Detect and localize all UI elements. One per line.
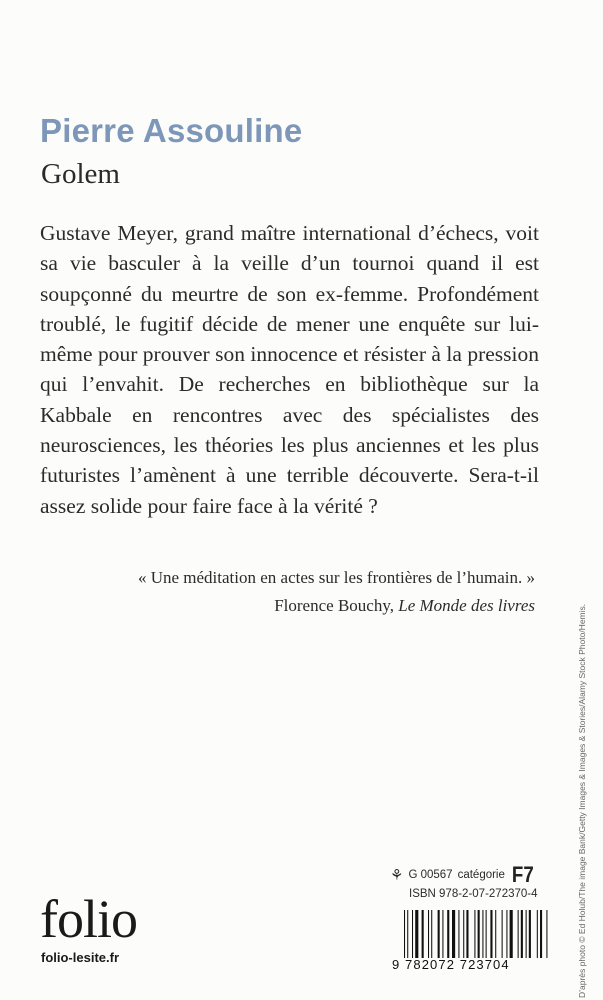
blurb xyxy=(40,218,539,521)
folio-logo: folio xyxy=(40,889,137,949)
press-quote xyxy=(138,564,535,620)
barcode-bar xyxy=(482,910,483,958)
barcode-bar xyxy=(428,910,429,958)
barcode-bar xyxy=(521,910,523,958)
barcode-bar xyxy=(422,910,424,958)
barcode-bar xyxy=(407,910,408,958)
barcode-bar xyxy=(438,910,440,958)
website-link[interactable]: folio-lesite.fr xyxy=(41,950,120,965)
barcode-bar xyxy=(452,910,455,958)
barcode-bar xyxy=(478,910,480,958)
barcode-bar xyxy=(474,910,475,958)
barcode-bar xyxy=(537,910,538,958)
barcode-bar xyxy=(447,910,449,958)
barcode-bar xyxy=(529,910,531,958)
product-codes xyxy=(390,862,538,900)
author-name: Pierre Assouline xyxy=(40,112,303,149)
barcode-bar xyxy=(466,910,468,958)
barcode-bar xyxy=(518,910,519,958)
blurb-text: Gustave Meyer, grand maître international d’échecs, voit sa vie basculer à la veille d’un tournoi quand il est soupçonné du meurtre de son ex-femme. Profondément troublé, le fugitif décide de mener une enquête sur lui-même pour prouver son innocence et résister à la pression qui l’envahit. De recherches en bibliothèque sur la Kabbale en rencontres avec des spécialistes des neurosciences, les théories les plus anciennes et les plus futuristes l’amènent à une terrible découverte. Sera-t-il assez solide pour faire face à la vérité ? xyxy=(40,221,539,518)
barcode-bar xyxy=(510,910,513,958)
barcode-bar xyxy=(526,910,527,958)
barcode-bar xyxy=(463,910,464,958)
barcode-bar xyxy=(442,910,443,958)
barcode-bar xyxy=(490,910,492,958)
folio-sheaf-icon: ⚘ xyxy=(390,867,404,884)
quote-text: « Une méditation en actes sur les frontières de l’humain. » xyxy=(137,568,535,587)
barcode-bar xyxy=(431,910,432,958)
barcode-digits: 9 782072 723704 xyxy=(392,957,510,972)
photo-credit: D’après photo © Ed Holub/The image Bank/Getty Images & Images & Stories/Alamy Stock Photo/Hemis. xyxy=(577,603,587,998)
barcode-bar xyxy=(404,910,405,958)
barcode-bar xyxy=(495,910,496,958)
quote-source: Le Monde des livres xyxy=(398,596,535,615)
barcode-bar xyxy=(458,910,459,958)
quote-attribution xyxy=(138,592,535,620)
product-code: G 00567 xyxy=(408,869,453,881)
barcode-bar xyxy=(540,910,542,958)
book-title: Golem xyxy=(41,158,120,190)
barcode-bar xyxy=(486,910,487,958)
barcode-bar xyxy=(506,910,507,958)
barcode xyxy=(392,910,552,972)
category-value: F7 xyxy=(511,862,534,887)
barcode-bar xyxy=(546,910,547,958)
barcode-bar xyxy=(502,910,503,958)
barcode-bar xyxy=(412,910,413,958)
category-label: catégorie xyxy=(457,869,505,881)
quote-author: Florence Bouchy, xyxy=(274,596,394,615)
barcode-bar xyxy=(415,910,418,958)
isbn: ISBN 978-2-07-272370-4 xyxy=(409,888,538,900)
barcode-bars xyxy=(404,910,549,958)
